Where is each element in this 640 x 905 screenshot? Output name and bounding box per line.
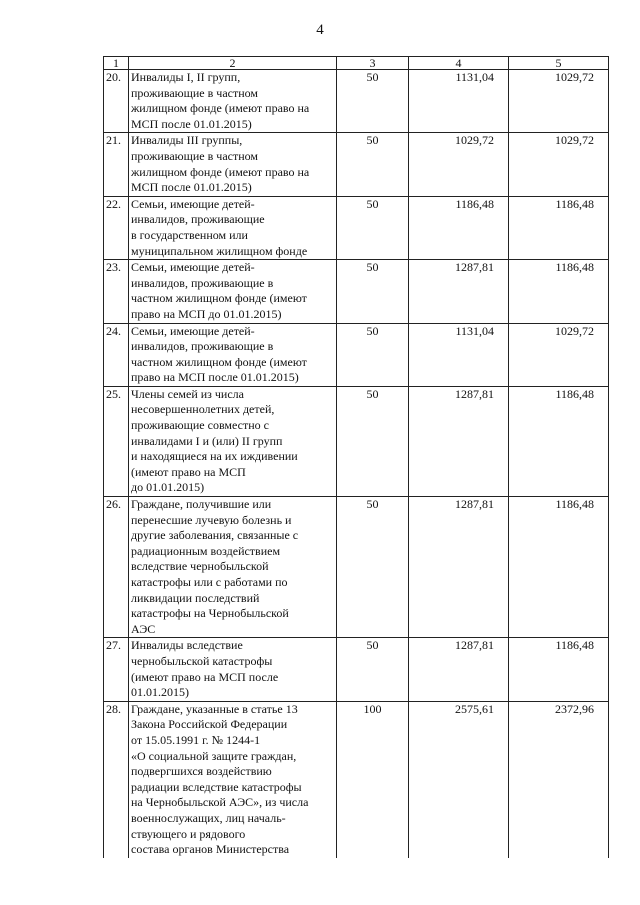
amount-value-2: 1029,72 [509, 70, 609, 133]
amount-value-1: 1287,81 [409, 386, 509, 496]
page-number: 4 [316, 22, 324, 38]
description-line: жилищном фонде (имеют право на [131, 101, 310, 116]
amount-value-1: 1131,04 [409, 323, 509, 386]
description-line: перенесшие лучевую болезнь и [131, 512, 292, 527]
description-line: другие заболевания, связанные с [131, 528, 299, 543]
percent-value: 50 [337, 133, 409, 196]
description-line: радиации вследствие катастрофы [131, 779, 302, 794]
amount-value-1: 1287,81 [409, 260, 509, 323]
category-description [129, 323, 337, 386]
description-line: проживающие в частном [131, 148, 259, 163]
table-row [104, 196, 609, 259]
description-line: Семьи, имеющие детей- [131, 260, 255, 275]
amount-value-2: 1186,48 [509, 497, 609, 638]
description-line: АЭС [131, 621, 156, 636]
benefits-table [103, 56, 609, 858]
column-header: 4 [409, 57, 509, 70]
category-description [129, 260, 337, 323]
category-description [129, 133, 337, 196]
description-line: проживающие в частном [131, 85, 259, 100]
amount-value-2: 1186,48 [509, 196, 609, 259]
percent-value: 50 [337, 638, 409, 701]
table-row [104, 323, 609, 386]
description-line: 01.01.2015) [131, 685, 189, 700]
category-description [129, 386, 337, 496]
description-line: МСП после 01.01.2015) [131, 180, 252, 195]
column-header: 2 [129, 57, 337, 70]
row-number: 23. [104, 260, 129, 323]
description-line: несовершеннолетних детей, [131, 402, 275, 417]
category-description [129, 638, 337, 701]
table-row [104, 638, 609, 701]
row-number: 21. [104, 133, 129, 196]
amount-value-1: 2575,61 [409, 701, 509, 857]
percent-value: 50 [337, 497, 409, 638]
category-description [129, 497, 337, 638]
description-line: ликвидации последствий [131, 590, 260, 605]
description-line: Закона Российской Федерации [131, 717, 288, 732]
row-number: 28. [104, 701, 129, 857]
amount-value-1: 1131,04 [409, 70, 509, 133]
description-line: до 01.01.2015) [131, 480, 205, 495]
amount-value-2: 2372,96 [509, 701, 609, 857]
description-line: катастрофы на Чернобыльской [131, 606, 289, 621]
table-row [104, 386, 609, 496]
description-line: проживающие совместно с [131, 418, 269, 433]
description-line: (имеют право на МСП [131, 464, 246, 479]
table-row [104, 497, 609, 638]
description-line: чернобыльской катастрофы [131, 653, 273, 668]
row-number: 27. [104, 638, 129, 701]
description-line: вследствие чернобыльской [131, 559, 269, 574]
description-line: на Чернобыльской АЭС», из числа [131, 795, 309, 810]
description-line: катастрофы или с работами по [131, 575, 288, 589]
description-line: инвалидов, проживающие в [131, 339, 274, 354]
table-row [104, 701, 609, 857]
description-line: Инвалиды III группы, [131, 133, 243, 148]
table-header-row [104, 57, 609, 70]
description-line: Семьи, имеющие детей- [131, 196, 255, 211]
percent-value: 50 [337, 386, 409, 496]
description-line: право на МСП до 01.01.2015) [131, 306, 282, 321]
amount-value-1: 1029,72 [409, 133, 509, 196]
row-number: 25. [104, 386, 129, 496]
percent-value: 50 [337, 196, 409, 259]
amount-value-1: 1287,81 [409, 497, 509, 638]
description-line: (имеют право на МСП после [131, 669, 279, 684]
description-line: жилищном фонде (имеют право на [131, 164, 310, 179]
amount-value-2: 1029,72 [509, 323, 609, 386]
description-line: состава органов Министерства [131, 842, 290, 857]
description-line: МСП после 01.01.2015) [131, 116, 252, 131]
description-line: инвалидов, проживающие [131, 212, 265, 227]
column-header: 3 [337, 57, 409, 70]
category-description [129, 701, 337, 857]
description-line: ствующего и рядового [131, 826, 246, 841]
description-line: инвалидами I и (или) II групп [131, 433, 283, 448]
description-line: Инвалиды вследствие [131, 638, 243, 653]
percent-value: 50 [337, 260, 409, 323]
description-line: в государственном или [131, 227, 248, 242]
description-line: Инвалиды I, II групп, [131, 70, 241, 84]
row-number: 24. [104, 323, 129, 386]
description-line: радиационным воздействием [131, 543, 281, 558]
amount-value-2: 1186,48 [509, 260, 609, 323]
amount-value-1: 1287,81 [409, 638, 509, 701]
description-line: Граждане, получившие или [131, 497, 272, 512]
table-body [104, 70, 609, 858]
description-line: муниципальном жилищном фонде [131, 243, 308, 258]
description-line: подвергшихся воздействию [131, 764, 272, 779]
category-description [129, 70, 337, 133]
column-header: 1 [104, 57, 129, 70]
table-row [104, 260, 609, 323]
percent-value: 100 [337, 701, 409, 857]
row-number: 26. [104, 497, 129, 638]
category-description [129, 196, 337, 259]
description-line: Семьи, имеющие детей- [131, 323, 255, 338]
amount-value-2: 1186,48 [509, 638, 609, 701]
description-line: частном жилищном фонде (имеют [131, 354, 307, 369]
description-line: частном жилищном фонде (имеют [131, 291, 307, 306]
table-row [104, 133, 609, 196]
table-row [104, 70, 609, 133]
column-header: 5 [509, 57, 609, 70]
description-line: Граждане, указанные в статье 13 [131, 701, 298, 716]
description-line: «О социальной защите граждан, [131, 748, 297, 763]
amount-value-1: 1186,48 [409, 196, 509, 259]
description-line: и находящиеся на их иждивении [131, 449, 298, 464]
description-line: право на МСП после 01.01.2015) [131, 370, 299, 385]
percent-value: 50 [337, 323, 409, 386]
amount-value-2: 1029,72 [509, 133, 609, 196]
row-number: 22. [104, 196, 129, 259]
description-line: инвалидов, проживающие в [131, 275, 274, 290]
row-number: 20. [104, 70, 129, 133]
description-line: от 15.05.1991 г. № 1244-1 [131, 732, 261, 747]
description-line: Члены семей из числа [131, 386, 244, 401]
percent-value: 50 [337, 70, 409, 133]
amount-value-2: 1186,48 [509, 386, 609, 496]
description-line: военнослужащих, лиц началь- [131, 810, 286, 825]
